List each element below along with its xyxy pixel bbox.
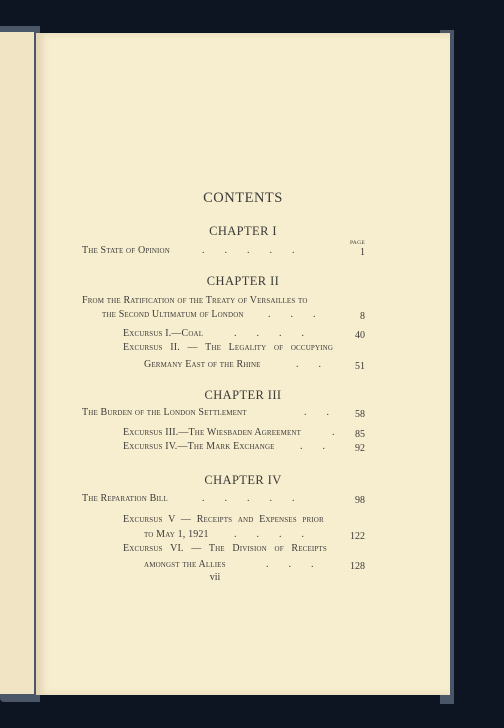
entry-page: 122	[350, 531, 365, 542]
leader-dots: . . . .	[234, 328, 304, 339]
entry-title: Excursus IV.—The Mark Exchange	[123, 441, 275, 452]
entry-title-line-2: Germany East of the Rhine	[144, 359, 261, 370]
entry-title-line-1: Excursus VI. — The Division of Receipts	[123, 543, 327, 554]
leader-dots: .	[332, 427, 335, 438]
page-folio: vii	[209, 572, 221, 583]
entry-title-line-2: amongst the Allies	[144, 559, 226, 570]
leader-dots: . . . .	[234, 529, 304, 540]
leader-dots: . . . . .	[202, 493, 295, 504]
entry-title-line-2: to May 1, 1921	[144, 529, 209, 540]
entry-page: 58	[355, 409, 365, 420]
entry-title-line-1: Excursus II. — The Legality of occupying	[123, 342, 334, 353]
entry-title: The Burden of the London Settlement	[82, 407, 247, 418]
entry-title: Excursus I.—Coal	[123, 328, 204, 339]
leader-dots: . . . . .	[202, 245, 295, 256]
entry-page: 8	[360, 311, 365, 322]
leader-dots: . .	[296, 359, 321, 370]
entry-page: 40	[355, 330, 365, 341]
entry-title-line-1: From the Ratification of the Treaty of Versailles to	[82, 295, 308, 306]
entry-page: 98	[355, 495, 365, 506]
leader-dots: . .	[300, 441, 325, 452]
chapter-3-title: CHAPTER III	[204, 388, 282, 402]
leader-dots: . . .	[266, 559, 314, 570]
entry-title: The State of Opinion	[82, 245, 170, 256]
leader-dots: . .	[304, 407, 329, 418]
leader-dots: . . .	[268, 309, 316, 320]
page-column-label: PAGE	[349, 240, 365, 246]
chapter-1-title: CHAPTER I	[209, 224, 277, 238]
entry-page: 85	[355, 429, 365, 440]
facing-page-edge	[0, 32, 34, 694]
entry-title: The Reparation Bill	[82, 493, 168, 504]
entry-title-line-1: Excursus V — Receipts and Expenses prior	[123, 514, 324, 525]
entry-page: 51	[355, 361, 365, 372]
entry-title-line-2: the Second Ultimatum of London	[102, 309, 244, 320]
chapter-2-title: CHAPTER II	[206, 274, 280, 288]
contents-heading: CONTENTS	[203, 190, 283, 206]
entry-page: 92	[355, 443, 365, 454]
entry-title: Excursus III.—The Wiesbaden Agreement	[123, 427, 302, 438]
chapter-4-title: CHAPTER IV	[204, 473, 282, 487]
contents-page	[36, 33, 450, 695]
entry-page: 128	[350, 561, 365, 572]
entry-page: 1	[360, 247, 365, 258]
